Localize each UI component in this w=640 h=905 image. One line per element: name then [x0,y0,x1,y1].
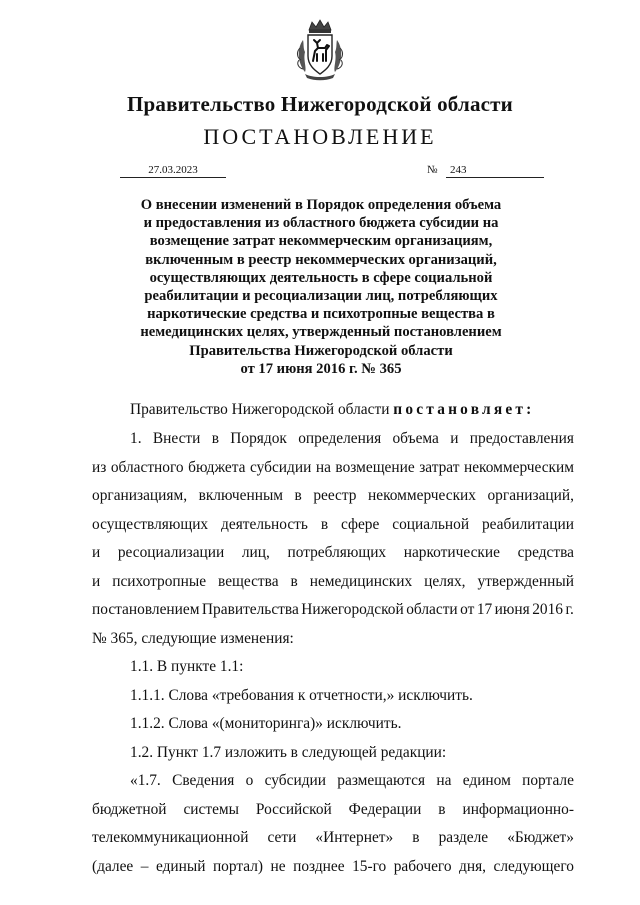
subject-line: возмещение затрат некоммерческим организациям, [149,233,493,250]
paragraph-line: 1.1.2. Слова «(мониторинга)» исключить. [130,715,402,732]
word: постановлением [92,601,200,618]
word: информационно- [462,801,574,818]
word: ресоциализации [117,544,225,561]
word: возмещение [335,459,415,476]
word: на [436,772,452,789]
subject-line: и предоставления из областного бюджета субсидии на [143,215,499,232]
word: следующего [493,858,574,875]
word: Внести [152,430,201,447]
word: средства [517,544,574,561]
paragraph-line [92,515,574,535]
word: организациям, [92,487,188,504]
word: бюджетной [92,801,167,818]
word: в [211,430,219,447]
word: единый [155,858,206,875]
subject-line: реабилитации и ресоциализации лиц, потребляющих [144,288,498,305]
subject-line: осуществляющих деятельность в сфере социальной [149,269,493,286]
paragraph-line [92,800,574,820]
preamble-text: Правительство Нижегородской области [130,401,394,418]
word: деятельность [221,516,308,533]
word: июня [494,601,530,618]
word: лиц, [241,544,270,561]
word: едином [462,772,511,789]
word: в [412,829,420,846]
word: сфере [340,516,380,533]
word: предоставления [469,430,574,447]
word: Сведения [172,772,235,789]
paragraph-line: № 365, следующие изменения: [92,630,294,647]
word: на [315,459,331,476]
word: области [406,601,458,618]
word: некоммерческим [463,459,574,476]
word: и [92,573,101,590]
word: реабилитации [481,516,574,533]
paragraph-line [92,543,574,563]
word: и [450,430,459,447]
word: Правительства [201,601,299,618]
word: «Бюджет» [507,829,574,846]
word: бюджета [188,459,246,476]
subject-line: О внесении изменений в Порядок определения объема [140,197,502,213]
word: наркотические [403,544,500,561]
paragraph-line [92,828,574,848]
word: не [270,858,286,875]
paragraph-line [92,771,574,791]
word: организаций, [487,487,574,504]
word: «1.7. [130,772,161,789]
word: затрат [419,459,460,476]
word: осуществляющих [92,516,209,533]
paragraph-line [92,572,574,592]
word: размещаются [337,772,426,789]
word: в [320,516,329,533]
word: – [140,858,149,875]
word: в [294,487,302,504]
word: определения [298,430,382,447]
preamble [92,400,612,420]
word: реестр [313,487,357,504]
word: целях, [424,573,466,590]
word: в [438,801,446,818]
word: сети [267,829,297,846]
decree-number: 243 [450,164,467,176]
word: о [245,772,254,789]
word: г. [565,601,574,618]
subject-line: немедицинских целях, утвержденный постановлением [140,324,502,341]
paragraph-line: 1.1. В пункте 1.1: [130,658,244,675]
subject-line: Правительства Нижегородской области [189,342,453,359]
word: Федерации [348,801,422,818]
word: рабочего [393,858,452,875]
word: 2016 [532,601,563,618]
word: субсидии [250,459,312,476]
word: объема [392,430,439,447]
word: вещества [218,573,279,590]
word: психотропные [112,573,207,590]
word: в [290,573,298,590]
word: субсидии [264,772,326,789]
word: портал) [212,858,264,875]
word: системы [183,801,239,818]
word: некоммерческих [368,487,476,504]
word: «Интернет» [315,829,394,846]
subject-line: наркотические средства и психотропные вещества в [147,306,495,323]
word: областного [110,459,184,476]
word: и [92,544,101,561]
word: немедицинских [309,573,413,590]
word: 1. [130,430,142,447]
number-sign: № [427,164,438,176]
paragraph-line [92,600,574,620]
decree-subject [120,196,522,378]
word: телекоммуникационной [92,829,249,846]
subject-line: включенным в реестр некоммерческих организаций, [145,251,497,268]
word: потребляющих [287,544,387,561]
word: утвержденный [477,573,574,590]
word: позднее [293,858,345,875]
government-name: Правительство Нижегородской области [127,92,513,116]
word: (далее [92,858,134,875]
paragraph-line [92,458,574,478]
coat-of-arms-icon [293,18,347,82]
paragraph-line [92,429,574,449]
word: портале [522,772,574,789]
paragraph-line [92,486,574,506]
subject-line: от 17 июня 2016 г. № 365 [240,360,402,377]
word: из [92,459,107,476]
decree-date: 27.03.2023 [120,163,226,178]
paragraph-line: 1.1.1. Слова «требования к отчетности,» исключить. [130,687,473,704]
document-type: ПОСТАНОВЛЕНИЕ [203,124,437,149]
word: включенным [198,487,284,504]
word: 15-го [352,858,387,875]
word: от [460,601,475,618]
word: дня, [459,858,487,875]
word: разделе [438,829,489,846]
word: Нижегородской [301,601,404,618]
preamble-decree-word: постановляет: [393,401,535,418]
paragraph-line: 1.2. Пункт 1.7 изложить в следующей редакции: [130,744,447,761]
paragraph-line [92,857,574,877]
word: социальной [392,516,470,533]
word: 17 [476,601,493,618]
word: Российской [255,801,332,818]
decree-number-field [446,163,544,178]
word: Порядок [230,430,287,447]
